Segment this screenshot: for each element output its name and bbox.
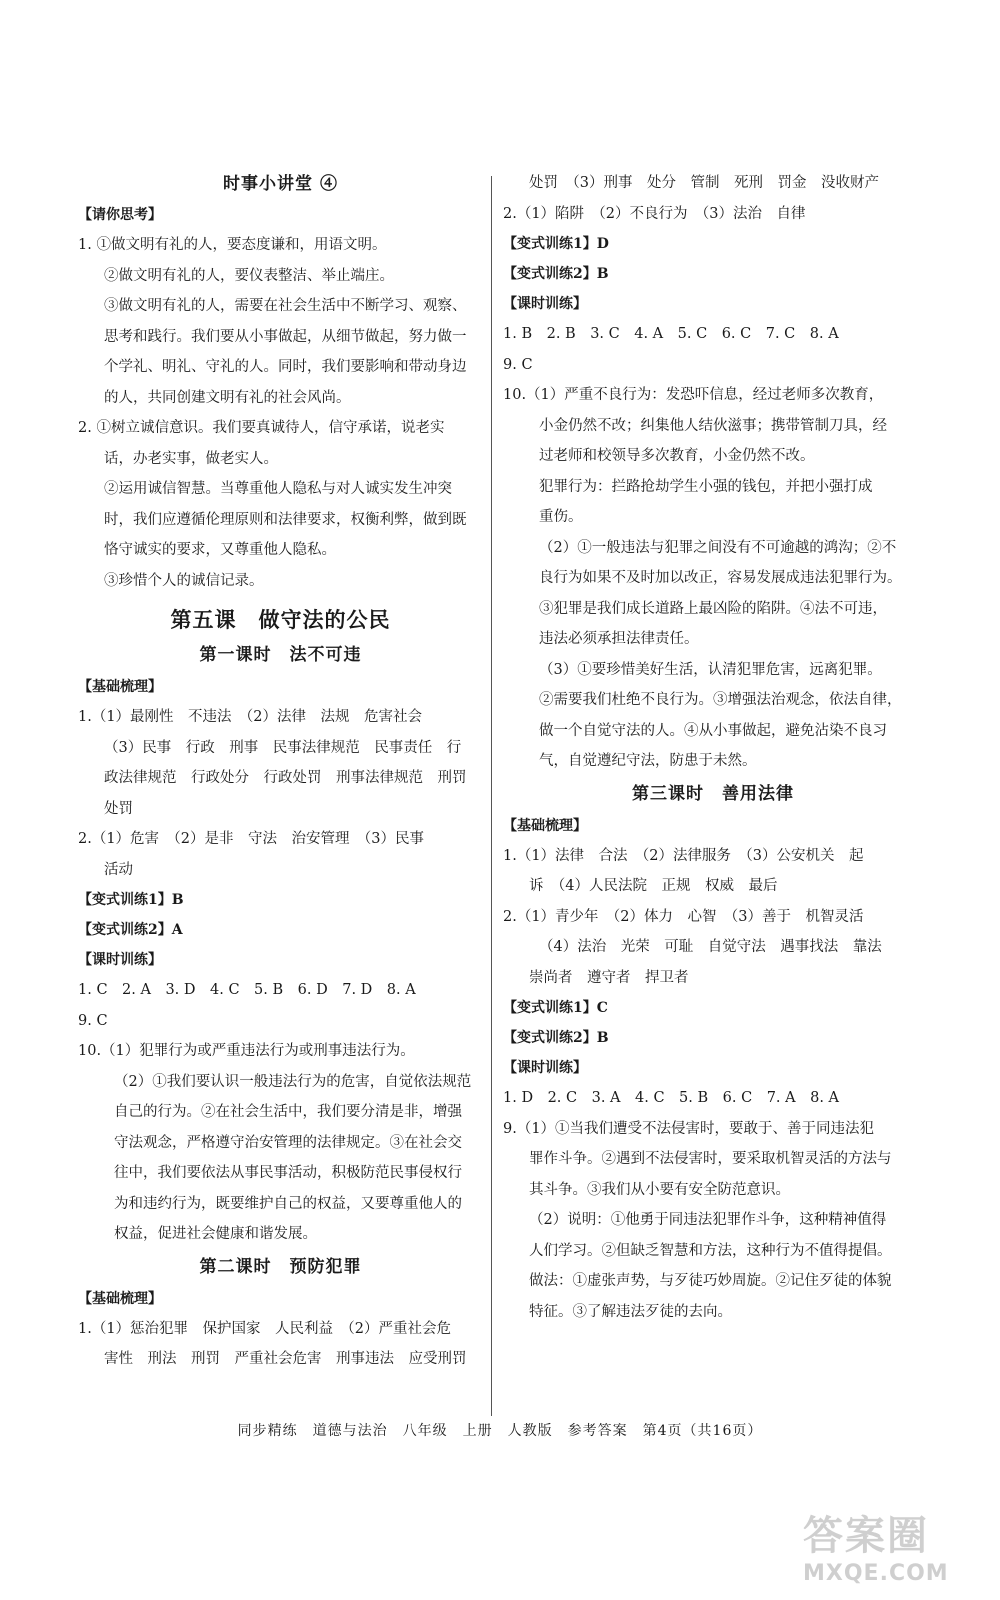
answer-line: 害性 刑法 刑罚 严重社会危害 刑事违法 应受刑罚 <box>104 1351 467 1367</box>
answer-line: 崇尚者 遵守者 捍卫者 <box>529 969 689 986</box>
section-tag: 【请你思考】 <box>78 207 162 223</box>
answer-line: 2.（1）青少年 （2）体力 心智 （3）善于 机智灵活 <box>503 908 864 925</box>
answer-line: 思考和践行。我们要从小事做起，从细节做起，努力做一 <box>104 328 467 345</box>
section-tag: 【课时训练】 <box>503 1060 587 1076</box>
answer-line: 特征。③了解违法歹徒的去向。 <box>529 1303 732 1320</box>
answer-line: 9. C <box>503 356 533 373</box>
watermark-logo <box>803 1504 978 1586</box>
answer-line: 1. D 2. C 3. A 4. C 5. B 6. C 7. A 8. A <box>503 1090 840 1106</box>
answer-line: 自己的行为。②在社会生活中，我们要分清是非，增强 <box>114 1104 462 1120</box>
answer-line: ②需要我们杜绝不良行为。③增强法治观念，依法自律， <box>539 692 902 708</box>
answer-line: 气，自觉遵纪守法，防患于未然。 <box>539 753 757 769</box>
right-column <box>503 168 923 1327</box>
answer-line: 1. B 2. B 3. C 4. A 5. C 6. C 7. C 8. A <box>503 326 839 342</box>
answer-line: 小金仍然不改；纠集他人结伙滋事；携带管制刀具，经 <box>539 417 887 434</box>
answer-line: 10.（1）犯罪行为或严重违法行为或刑事违法行为。 <box>78 1043 415 1059</box>
right-lines <box>503 168 923 1327</box>
column-divider <box>491 176 492 1416</box>
answer-line: 1. C 2. A 3. D 4. C 5. B 6. D 7. D 8. A <box>78 982 416 998</box>
answer-line: 政法律规范 行政处分 行政处罚 刑事法律规范 刑罚 <box>104 770 467 786</box>
answer-line: 9.（1）①当我们遭受不法侵害时，要敢于、善于同违法犯 <box>503 1120 875 1137</box>
section-tag: 【变式训练1】B <box>78 892 184 908</box>
answer-line: 的人，共同创建文明有礼的社会风尚。 <box>104 389 351 406</box>
answer-line: （4）法治 光荣 可耻 自觉守法 遇事找法 靠法 <box>539 939 882 955</box>
answer-line: 往中，我们要依法从事民事活动，积极防范民事侵权行 <box>114 1165 462 1181</box>
answer-line: 1.（1）法律 合法 （2）法律服务 （3）公安机关 起 <box>503 847 864 864</box>
answer-line: 做法：①虚张声势，与歹徒巧妙周旋。②记住歹徒的体貌 <box>529 1273 892 1289</box>
section-tag: 【基础梳理】 <box>78 679 162 695</box>
answer-line: 罪作斗争。②遇到不法侵害时，要采取机智灵活的方法与 <box>529 1151 892 1167</box>
answer-line: 做一个自觉守法的人。④从小事做起，避免沾染不良习 <box>539 722 887 739</box>
answer-line: 1.（1）最刚性 不违法 （2）法律 法规 危害社会 <box>78 709 423 725</box>
section-tag: 【变式训练1】D <box>503 236 609 252</box>
subsection-title: 第三课时 善用法律 <box>632 783 794 804</box>
watermark-url: MXQE.COM <box>803 1561 949 1586</box>
answer-line: 良行为如果不及时加以改正，容易发展成违法犯罪行为。 <box>539 570 902 586</box>
answer-line: 9. C <box>78 1012 108 1029</box>
answer-line: 1.（1）惩治犯罪 保护国家 人民利益 （2）严重社会危 <box>78 1320 452 1337</box>
section-tag: 【变式训练2】B <box>503 266 609 282</box>
lesson-title: 第五课 做守法的公民 <box>170 607 391 632</box>
subsection-title: 第一课时 法不可违 <box>199 645 362 665</box>
answer-line: 处罚 <box>104 800 133 817</box>
answer-line: ③珍惜个人的诚信记录。 <box>104 572 264 589</box>
answer-line: 为和违约行为，既要维护自己的权益，又要尊重他人的 <box>114 1195 462 1212</box>
answer-line: （2）①一般违法与犯罪之间没有不可逾越的鸿沟；②不 <box>539 539 897 556</box>
section-tag: 【课时训练】 <box>503 296 587 312</box>
subsection-title: 第二课时 预防犯罪 <box>199 1256 362 1277</box>
answer-line: 诉 （4）人民法院 正规 权威 最后 <box>529 878 778 894</box>
section-tag: 【变式训练2】A <box>78 922 183 938</box>
answer-line: ③做文明有礼的人，需要在社会生活中不断学习、观察、 <box>104 298 467 314</box>
watermark-text: 答案圈 <box>803 1513 929 1559</box>
answer-line: （3）民事 行政 刑事 民事法律规范 民事责任 行 <box>104 739 462 756</box>
answer-line: 人们学习。②但缺乏智慧和方法，这种行为不值得提倡。 <box>529 1242 892 1259</box>
section-tag: 【基础梳理】 <box>503 817 587 834</box>
answer-line: 2. ①树立诚信意识。我们要真诚待人，信守承诺，说老实 <box>78 420 445 436</box>
answer-line: 话，办老实事，做老实人。 <box>104 450 278 467</box>
answer-line: 权益，促进社会健康和谐发展。 <box>114 1226 317 1242</box>
answer-line: 其斗争。③我们从小要有安全防范意识。 <box>529 1181 790 1198</box>
answer-line: （3）①要珍惜美好生活，认清犯罪危害，远离犯罪。 <box>539 661 882 678</box>
answer-line: 犯罪行为：拦路抢劫学生小强的钱包，并把小强打成 <box>539 478 873 495</box>
answer-line: （2）①我们要认识一般违法行为的危害，自觉依法规范 <box>114 1073 472 1090</box>
answer-line: （2）说明：①他勇于同违法犯罪作斗争，这种精神值得 <box>529 1212 887 1228</box>
answer-line: 恪守诚实的要求，又尊重他人隐私。 <box>104 542 336 558</box>
answer-line: 活动 <box>104 861 133 878</box>
section-tag: 【变式训练2】B <box>503 1030 609 1046</box>
answer-line: 2.（1）陷阱 （2）不良行为 （3）法治 自律 <box>503 205 806 222</box>
answer-line: ②做文明有礼的人，要仪表整洁、举止端庄。 <box>104 267 394 284</box>
section-tag: 【基础梳理】 <box>78 1290 162 1307</box>
section-heading: 时事小讲堂 ④ <box>223 174 338 194</box>
section-tag: 【变式训练1】C <box>503 1000 608 1016</box>
left-lines <box>78 200 483 1375</box>
answer-line: 2.（1）危害 （2）是非 守法 治安管理 （3）民事 <box>78 831 425 847</box>
left-column <box>78 168 483 1375</box>
answer-line: 10.（1）严重不良行为：发恐吓信息，经过老师多次教育， <box>503 387 884 403</box>
page-footer: 同步精练 道德与法治 八年级 上册 人教版 参考答案 第4页（共16页） <box>237 1423 763 1439</box>
answer-line: ②运用诚信智慧。当尊重他人隐私与对人诚实发生冲突 <box>104 481 452 497</box>
answer-line: ③犯罪是我们成长道路上最凶险的陷阱。④法不可违， <box>539 600 887 617</box>
answer-line: 违法必须承担法律责任。 <box>539 631 699 647</box>
answer-line: 时，我们应遵循伦理原则和法律要求，权衡利弊，做到既 <box>104 511 467 528</box>
answer-line: 1. ①做文明有礼的人，要态度谦和，用语文明。 <box>78 237 387 253</box>
answer-line: 过老师和校领导多次教育，小金仍然不改。 <box>539 448 815 464</box>
answer-line: 重伤。 <box>539 509 583 525</box>
answer-line: 处罚 （3）刑事 处分 管制 死刑 罚金 没收财产 <box>529 175 879 191</box>
section-tag: 【课时训练】 <box>78 952 162 968</box>
answer-line: 守法观念，严格遵守治安管理的法律规定。③在社会交 <box>114 1134 462 1151</box>
answer-line: 个学礼、明礼、守礼的人。同时，我们要影响和带动身边 <box>104 359 467 375</box>
